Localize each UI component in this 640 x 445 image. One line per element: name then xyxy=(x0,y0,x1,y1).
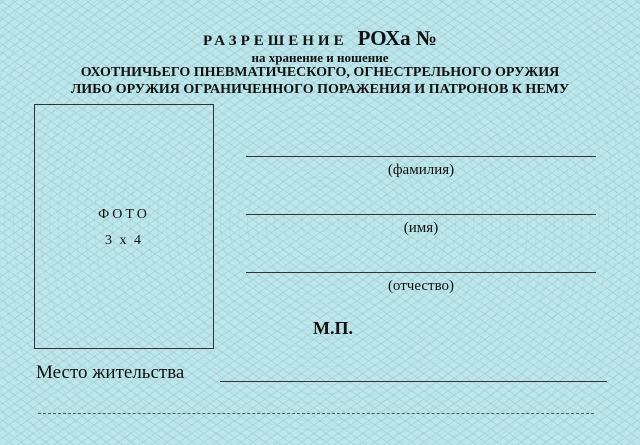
permit-subject-line1: ОХОТНИЧЬЕГО ПНЕВМАТИЧЕСКОГО, ОГНЕСТРЕЛЬНОГО ОРУЖИЯ xyxy=(80,65,560,80)
permit-purpose: на хранение и ношение xyxy=(251,50,389,65)
surname-caption: (фамилия) xyxy=(387,162,455,178)
residence-label: Место жительства xyxy=(36,362,185,383)
photo-size: 3 x 4 xyxy=(105,233,143,248)
residence-line[interactable] xyxy=(220,381,607,382)
name-line[interactable] xyxy=(246,214,596,215)
surname-line[interactable] xyxy=(246,156,596,157)
patronymic-line[interactable] xyxy=(246,272,596,273)
patronymic-caption: (отчество) xyxy=(387,278,455,294)
name-caption: (имя) xyxy=(403,220,439,236)
permit-title xyxy=(0,26,640,51)
photo-box xyxy=(34,104,214,349)
residence-dashed-line xyxy=(38,413,594,414)
permit-word: РАЗРЕШЕНИЕ xyxy=(202,33,348,49)
permit-series: РОХа № xyxy=(357,26,438,50)
photo-label: ФОТО xyxy=(98,207,150,222)
permit-subject-line2: ЛИБО ОРУЖИЯ ОГРАНИЧЕННОГО ПОРАЖЕНИЯ И ПАТРОНОВ К НЕМУ xyxy=(70,82,570,97)
stamp-mark: М.П. xyxy=(313,318,353,338)
